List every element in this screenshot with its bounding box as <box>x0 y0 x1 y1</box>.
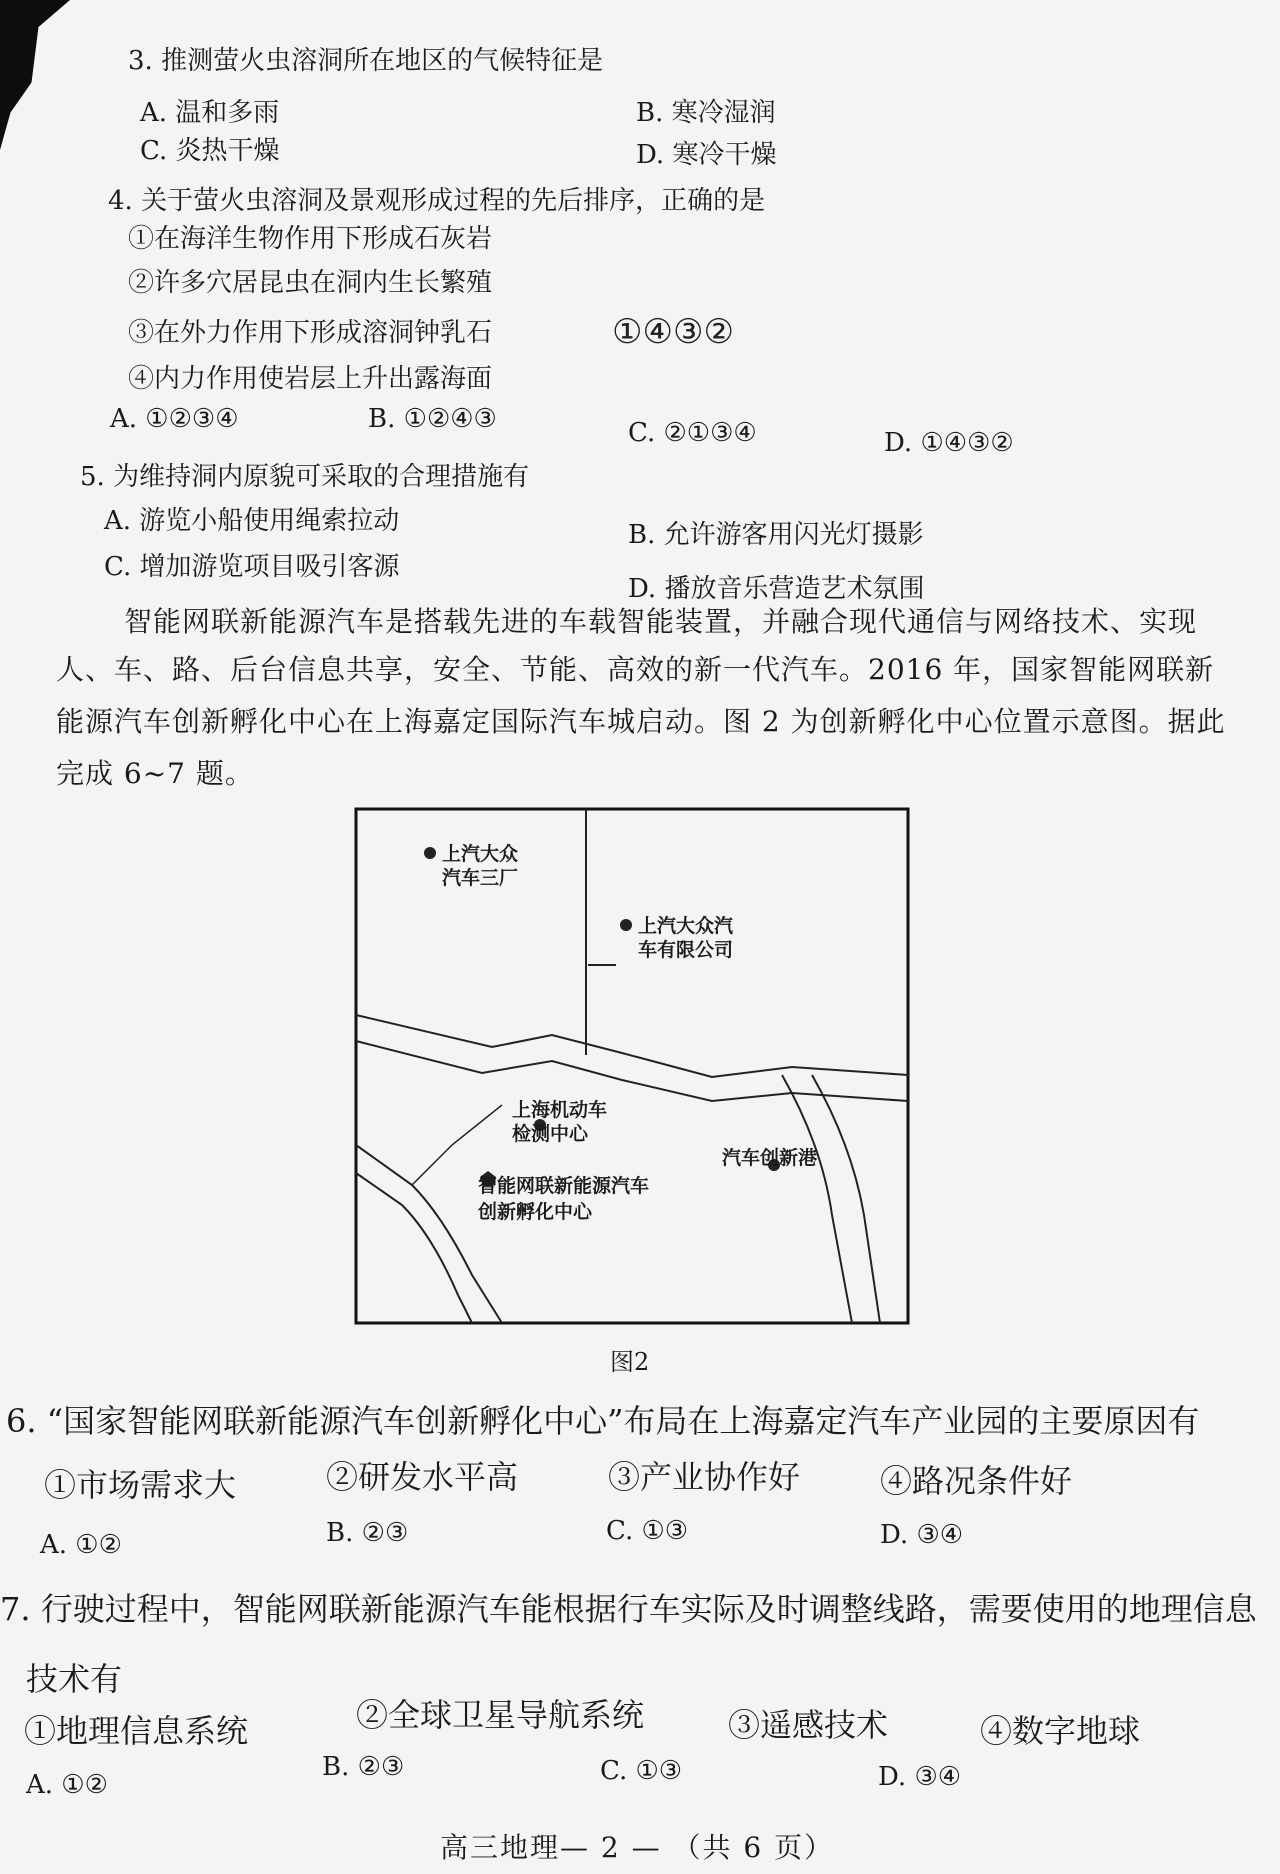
q6-item-3: ③产业协作好 <box>608 1458 801 1496</box>
q6-option-b: B. ②③ <box>326 1518 409 1548</box>
q4-stem: 4. 关于萤火虫溶洞及景观形成过程的先后排序，正确的是 <box>108 186 766 216</box>
passage-line-4: 完成 6~7 题。 <box>56 757 254 790</box>
map-svg <box>352 805 912 1327</box>
q7-option-a: A. ①② <box>26 1770 108 1800</box>
passage-line-1: 智能网联新能源汽车是搭载先进的车载智能装置，并融合现代通信与网络技术、实现 <box>124 605 1198 638</box>
road <box>356 1015 908 1077</box>
q5-option-a: A. 游览小船使用绳索拉动 <box>104 506 400 536</box>
map-label-vw-company: 车有限公司 <box>638 939 734 961</box>
figure-caption: 图2 <box>610 1348 650 1376</box>
q5-option-b: B. 允许游客用闪光灯摄影 <box>628 520 924 550</box>
q7-option-d: D. ③④ <box>878 1762 962 1792</box>
q5-option-d: D. 播放音乐营造艺术氛围 <box>628 574 925 604</box>
q3-option-c: C. 炎热干燥 <box>140 136 280 166</box>
passage-line-2: 人、车、路、后台信息共享，安全、节能、高效的新一代汽车。2016 年，国家智能网联新 <box>56 653 1215 686</box>
q7-stem: 7. 行驶过程中，智能网联新能源汽车能根据行车实际及时调整线路，需要使用的地理信息 <box>0 1590 1257 1628</box>
q7-item-4: ④数字地球 <box>980 1712 1141 1750</box>
q6-item-4: ④路况条件好 <box>880 1462 1073 1500</box>
page-footer: 高三地理— 2 — （共 6 页） <box>440 1831 835 1864</box>
map-label-inspection-center: 检测中心 <box>512 1123 589 1145</box>
q7-option-c: C. ①③ <box>600 1756 683 1786</box>
map-label-vw-plant3: 汽车三厂 <box>442 867 519 889</box>
q3-stem: 3. 推测萤火虫溶洞所在地区的气候特征是 <box>128 46 604 76</box>
q7-stem-continued: 技术有 <box>26 1660 123 1698</box>
q3-option-b: B. 寒冷湿润 <box>636 98 776 128</box>
map-label-innovation-port: 汽车创新港 <box>722 1147 818 1169</box>
q7-item-2: ②全球卫星导航系统 <box>356 1696 645 1734</box>
map-label-incubation-center: 创新孵化中心 <box>478 1201 593 1223</box>
passage-line-3: 能源汽车创新孵化中心在上海嘉定国际汽车城启动。图 2 为创新孵化中心位置示意图。据此 <box>56 705 1226 738</box>
q4-item-1: ①在海洋生物作用下形成石灰岩 <box>128 224 493 254</box>
q4-option-b: B. ①②④③ <box>368 404 497 434</box>
q3-option-d: D. 寒冷干燥 <box>636 140 777 170</box>
road <box>782 1075 852 1323</box>
location-map <box>352 805 912 1327</box>
q4-option-d: D. ①④③② <box>884 428 1014 458</box>
q7-item-1: ①地理信息系统 <box>24 1712 249 1750</box>
road <box>356 1173 472 1323</box>
q6-option-a: A. ①② <box>40 1530 122 1560</box>
map-label-vw-plant3: 上汽大众 <box>442 843 519 865</box>
q5-option-c: C. 增加游览项目吸引客源 <box>104 552 400 582</box>
q6-stem: 6. “国家智能网联新能源汽车创新孵化中心”布局在上海嘉定汽车产业园的主要原因有 <box>6 1402 1200 1440</box>
map-label-inspection-center: 上海机动车 <box>512 1099 608 1121</box>
scan-dark-corner <box>0 0 70 150</box>
map-border <box>356 809 908 1323</box>
q5-stem: 5. 为维持洞内原貌可采取的合理措施有 <box>80 462 530 492</box>
handwritten-answer: ①④③② <box>612 312 734 352</box>
marker-dot <box>620 919 632 931</box>
q6-item-1: ①市场需求大 <box>44 1466 237 1504</box>
road <box>356 1041 908 1101</box>
q4-option-c: C. ②①③④ <box>628 418 757 448</box>
map-label-vw-company: 上汽大众汽 <box>638 915 734 937</box>
q7-option-b: B. ②③ <box>322 1752 405 1782</box>
q4-item-3: ③在外力作用下形成溶洞钟乳石 <box>128 318 493 348</box>
q7-item-3: ③遥感技术 <box>728 1706 889 1744</box>
map-label-incubation-center: 智能网联新能源汽车 <box>478 1175 650 1197</box>
q6-option-c: C. ①③ <box>606 1516 689 1546</box>
q4-item-4: ④内力作用使岩层上升出露海面 <box>128 364 493 394</box>
q6-option-d: D. ③④ <box>880 1520 964 1550</box>
q4-option-a: A. ①②③④ <box>110 404 239 434</box>
q3-option-a: A. 温和多雨 <box>140 98 280 128</box>
marker-dot <box>424 847 436 859</box>
q6-item-2: ②研发水平高 <box>326 1458 519 1496</box>
q4-item-2: ②许多穴居昆虫在洞内生长繁殖 <box>128 268 493 298</box>
